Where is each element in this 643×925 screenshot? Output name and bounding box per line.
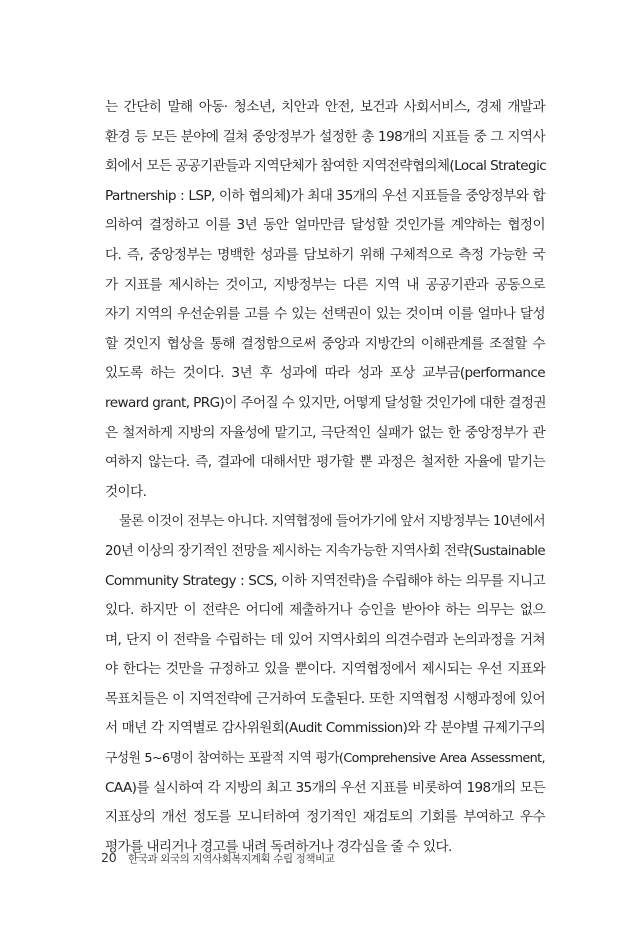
text-line: 회에서 모든 공공기관들과 지역단체가 참여한 지역전략협의체(Local Strategic [105, 158, 547, 175]
text-line: 지표상의 개선 정도를 모니터하여 정기적인 재검토의 기회를 부여하고 우수 [105, 809, 545, 826]
paragraph-2 [105, 507, 545, 862]
running-title: 한국과 외국의 지역사회복지계획 수립 정책비교 [128, 853, 335, 865]
text-line: 할 것인지 협상을 통해 결정함으로써 중앙과 지방간의 이해관계를 조절할 수 [105, 335, 545, 352]
page-number: 20 [101, 850, 117, 865]
text-line: Community Strategy : SCS, 이하 지역전략)을 수립해야 하는 의무를 지니고 [105, 572, 545, 589]
paragraph-1 [105, 93, 545, 507]
text-line: 여하지 않는다. 즉, 결과에 대해서만 평가할 뿐 과정은 철저한 자율에 맡기는 [105, 454, 545, 471]
text-line: 의하여 결정하고 이를 3년 동안 얼마만큼 달성할 것인가를 계약하는 협정이 [105, 217, 545, 234]
text-line: 있다. 하지만 이 전략은 어디에 제출하거나 승인을 받아야 하는 의무는 없으 [105, 602, 545, 619]
page-footer [101, 850, 335, 866]
text-line: 구성원 5~6명이 참여하는 포괄적 지역 평가(Comprehensive Area Assessment, [105, 751, 545, 767]
text-line: CAA)를 실시하여 각 지방의 최고 35개의 우선 지표를 비롯하여 198개의 모든 [105, 779, 545, 796]
text-line: reward grant, PRG)이 주어질 수 있지만, 어떻게 달성할 것인가에 대한 결정권 [105, 394, 546, 411]
text-line: 평가를 내리거나 경고를 내려 독려하거나 경각심을 줄 수 있다. [105, 838, 452, 855]
text-line: 가 지표를 제시하는 것이고, 지방정부는 다른 지역 내 공공기관과 공동으로 [105, 276, 545, 293]
text-line: 서 매년 각 지역별로 감사위원회(Audit Commission)와 각 분야별 규제기구의 [105, 720, 545, 737]
text-line: 자기 지역의 우선순위를 고를 수 있는 선택권이 있는 것이며 이를 얼마나 달성 [105, 306, 545, 323]
text-line: 다. 즉, 중앙정부는 명백한 성과를 담보하기 위해 구체적으로 측정 가능한 국 [105, 246, 545, 263]
text-line: 것이다. [105, 483, 147, 500]
text-line: 물론 이것이 전부는 아니다. 지역협정에 들어가기에 앞서 지방정부는 10년에서 [119, 514, 545, 530]
text-line: 환경 등 모든 분야에 걸쳐 중앙정부가 설정한 총 198개의 지표들 중 그 지역사 [105, 128, 545, 145]
text-line: 며, 단지 이 전략을 수립하는 데 있어 지역사회의 의견수렴과 논의과정을 거쳐 [105, 631, 545, 648]
text-line: 목표치들은 이 지역전략에 근거하여 도출된다. 또한 지역협정 시행과정에 있어 [105, 690, 545, 707]
text-line: Partnership : LSP, 이하 협의체)가 최대 35개의 우선 지표들을 중앙정부와 합 [105, 187, 545, 204]
body-text [105, 93, 545, 862]
text-line: 야 한다는 것만을 규정하고 있을 뿐이다. 지역협정에서 제시되는 우선 지표와 [105, 661, 545, 678]
text-line: 은 철저하게 지방의 자율성에 맡기고, 극단적인 실패가 없는 한 중앙정부가 관 [105, 424, 545, 441]
text-line: 는 간단히 말해 아동· 청소년, 치안과 안전, 보건과 사회서비스, 경제 개발과 [105, 99, 545, 115]
text-line: 있도록 하는 것이다. 3년 후 성과에 따라 성과 포상 교부금(performance [105, 365, 545, 382]
text-line: 20년 이상의 장기적인 전망을 제시하는 지속가능한 지역사회 전략(Sustainable [105, 543, 545, 559]
